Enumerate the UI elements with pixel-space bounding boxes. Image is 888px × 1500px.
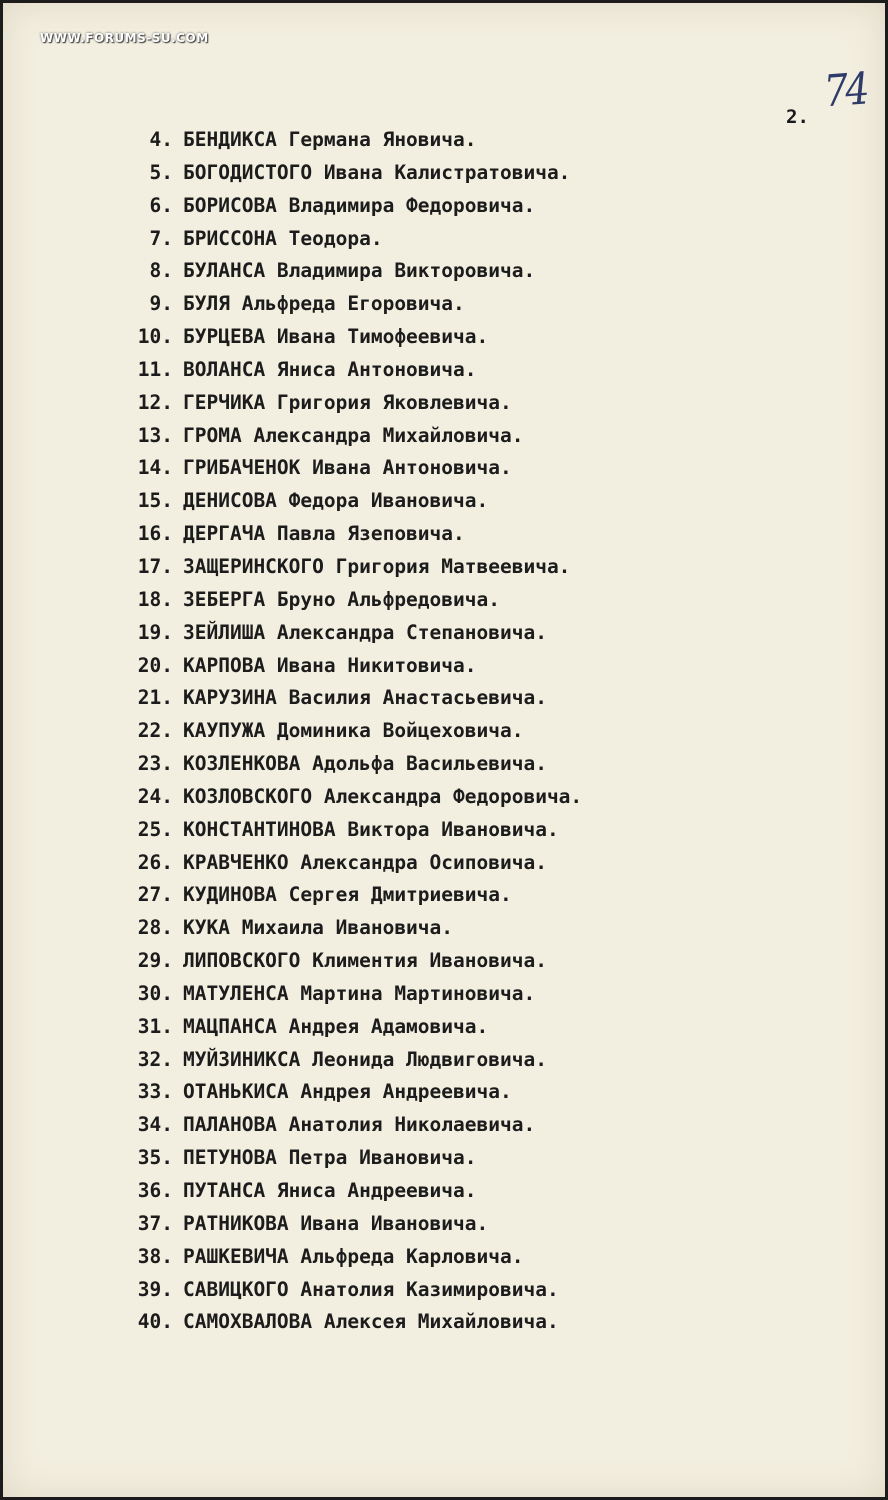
name-list [125,124,582,1339]
list-item [125,223,582,256]
entry-text: КОНСТАНТИНОВА Виктора Ивановича. [183,817,559,841]
entry-text: МАЦПАНСА Андрея Адамовича. [183,1014,489,1038]
entry-number: 32. [137,1047,173,1071]
entry-text: ЗЕЙЛИША Александра Степановича. [183,620,547,644]
entry-number: 20. [137,653,173,677]
list-item [125,584,582,617]
entry-text: БЕНДИКСА Германа Яновича. [183,128,477,151]
entry-text: ПУТАНСА Яниса Андреевича. [183,1179,477,1202]
entry-text: БУЛЯ Альфреда Егоровича. [183,292,465,316]
entry-text: ДЕНИСОВА Федора Ивановича. [183,489,489,513]
list-item [125,650,582,683]
list-item [125,847,582,880]
entry-number: 11. [137,357,173,381]
list-item [125,1044,582,1077]
folio-number: 74 [822,63,869,117]
entry-text: ДЕРГАЧА Павла Язеповича. [183,522,465,546]
entry-number: 22. [137,719,173,743]
list-item [125,1241,582,1274]
list-item [125,452,582,485]
entry-text: МУЙЗИНИКСА Леонида Людвиговича. [183,1047,547,1071]
entry-text: САВИЦКОГО Анатолия Казимировича. [183,1277,559,1301]
entry-text: ВОЛАНСА Яниса Антоновича. [183,357,477,381]
entry-number: 10. [137,325,173,349]
entry-number: 9. [149,292,173,316]
entry-text: МАТУЛЕНСА Мартина Мартиновича. [183,981,536,1005]
entry-text: ЛИПОВСКОГО Климентия Ивановича. [183,949,547,973]
list-item [125,551,582,584]
entry-number: 33. [137,1080,173,1104]
entry-text: ЗАЩЕРИНСКОГО Григория Матвеевича. [183,554,571,578]
entry-number: 8. [149,259,173,283]
list-item [125,190,582,223]
entry-text: ПЕТУНОВА Петра Ивановича. [183,1146,477,1170]
list-item [125,321,582,354]
entry-text: БОРИСОВА Владимира Федоровича. [183,193,536,217]
entry-number: 35. [137,1146,173,1170]
list-item [125,485,582,518]
entry-number: 21. [137,686,173,710]
list-item [125,682,582,715]
entry-text: ГЕРЧИКА Григория Яковлевича. [183,390,512,414]
entry-number: 36. [137,1179,173,1202]
list-item [125,945,582,978]
list-item [125,814,582,847]
list-item [125,387,582,420]
list-item [125,124,582,157]
list-item [125,879,582,912]
list-item [125,781,582,814]
entry-text: КАРУЗИНА Василия Анастасьевича. [183,686,547,710]
list-item [125,748,582,781]
list-item [125,420,582,453]
entry-text: КРАВЧЕНКО Александра Осиповича. [183,850,547,874]
entry-number: 15. [137,489,173,513]
list-item [125,715,582,748]
entry-number: 7. [149,226,173,250]
entry-number: 6. [149,193,173,217]
entry-number: 25. [137,817,173,841]
list-item [125,1011,582,1044]
entry-text: КУКА Михаила Ивановича. [183,916,454,940]
entry-text: РАТНИКОВА Ивана Ивановича. [183,1211,489,1235]
entry-number: 29. [137,949,173,973]
entry-number: 12. [137,390,173,414]
entry-number: 30. [137,981,173,1005]
entry-number: 24. [137,784,173,808]
entry-number: 4. [149,128,173,151]
entry-number: 19. [137,620,173,644]
entry-text: САМОХВАЛОВА Алексея Михайловича. [183,1310,559,1334]
entry-text: БУРЦЕВА Ивана Тимофеевича. [183,325,489,349]
entry-text: КАРПОВА Ивана Никитовича. [183,653,477,677]
entry-text: КОЗЛОВСКОГО Александра Федоровича. [183,784,583,808]
entry-number: 23. [137,752,173,776]
list-item [125,157,582,190]
list-item [125,978,582,1011]
list-item [125,354,582,387]
list-item [125,1076,582,1109]
entry-text: ЗЕБЕРГА Бруно Альфредовича. [183,587,500,611]
entry-number: 38. [137,1244,173,1268]
entry-text: ГРОМА Александра Михайловича. [183,423,524,447]
entry-number: 31. [137,1014,173,1038]
entry-text: КУДИНОВА Сергея Дмитриевича. [183,883,512,907]
entry-number: 16. [137,522,173,546]
list-item [125,1274,582,1307]
entry-text: РАШКЕВИЧА Альфреда Карловича. [183,1244,524,1268]
entry-text: ОТАНЬКИСА Андрея Андреевича. [183,1080,512,1104]
entry-text: ПАЛАНОВА Анатолия Николаевича. [183,1113,536,1137]
entry-number: 28. [137,916,173,940]
watermark: WWW.FORUMS-SU.COM [40,31,209,45]
page-number: 2. [786,106,809,128]
list-item [125,1175,582,1208]
list-item [125,1142,582,1175]
entry-number: 39. [137,1277,173,1301]
list-item [125,617,582,650]
list-item [125,518,582,551]
entry-text: БРИССОНА Теодора. [183,226,383,250]
entry-text: БОГОДИСТОГО Ивана Калистратовича. [183,160,571,184]
entry-number: 13. [137,423,173,447]
list-item [125,288,582,321]
entry-number: 18. [137,587,173,611]
list-item [125,255,582,288]
entry-number: 27. [137,883,173,907]
list-item [125,1208,582,1241]
entry-text: БУЛАНСА Владимира Викторовича. [183,259,536,283]
list-item [125,1306,582,1339]
entry-number: 37. [137,1211,173,1235]
entry-number: 5. [149,160,173,184]
entry-number: 40. [137,1310,173,1334]
entry-number: 17. [137,554,173,578]
entry-text: КОЗЛЕНКОВА Адольфа Васильевича. [183,752,547,776]
list-item [125,912,582,945]
list-item [125,1109,582,1142]
entry-number: 14. [137,456,173,480]
entry-text: КАУПУЖА Доминика Войцеховича. [183,719,524,743]
entry-number: 34. [137,1113,173,1137]
entry-number: 26. [137,850,173,874]
entry-text: ГРИБАЧЕНОК Ивана Антоновича. [183,456,512,480]
